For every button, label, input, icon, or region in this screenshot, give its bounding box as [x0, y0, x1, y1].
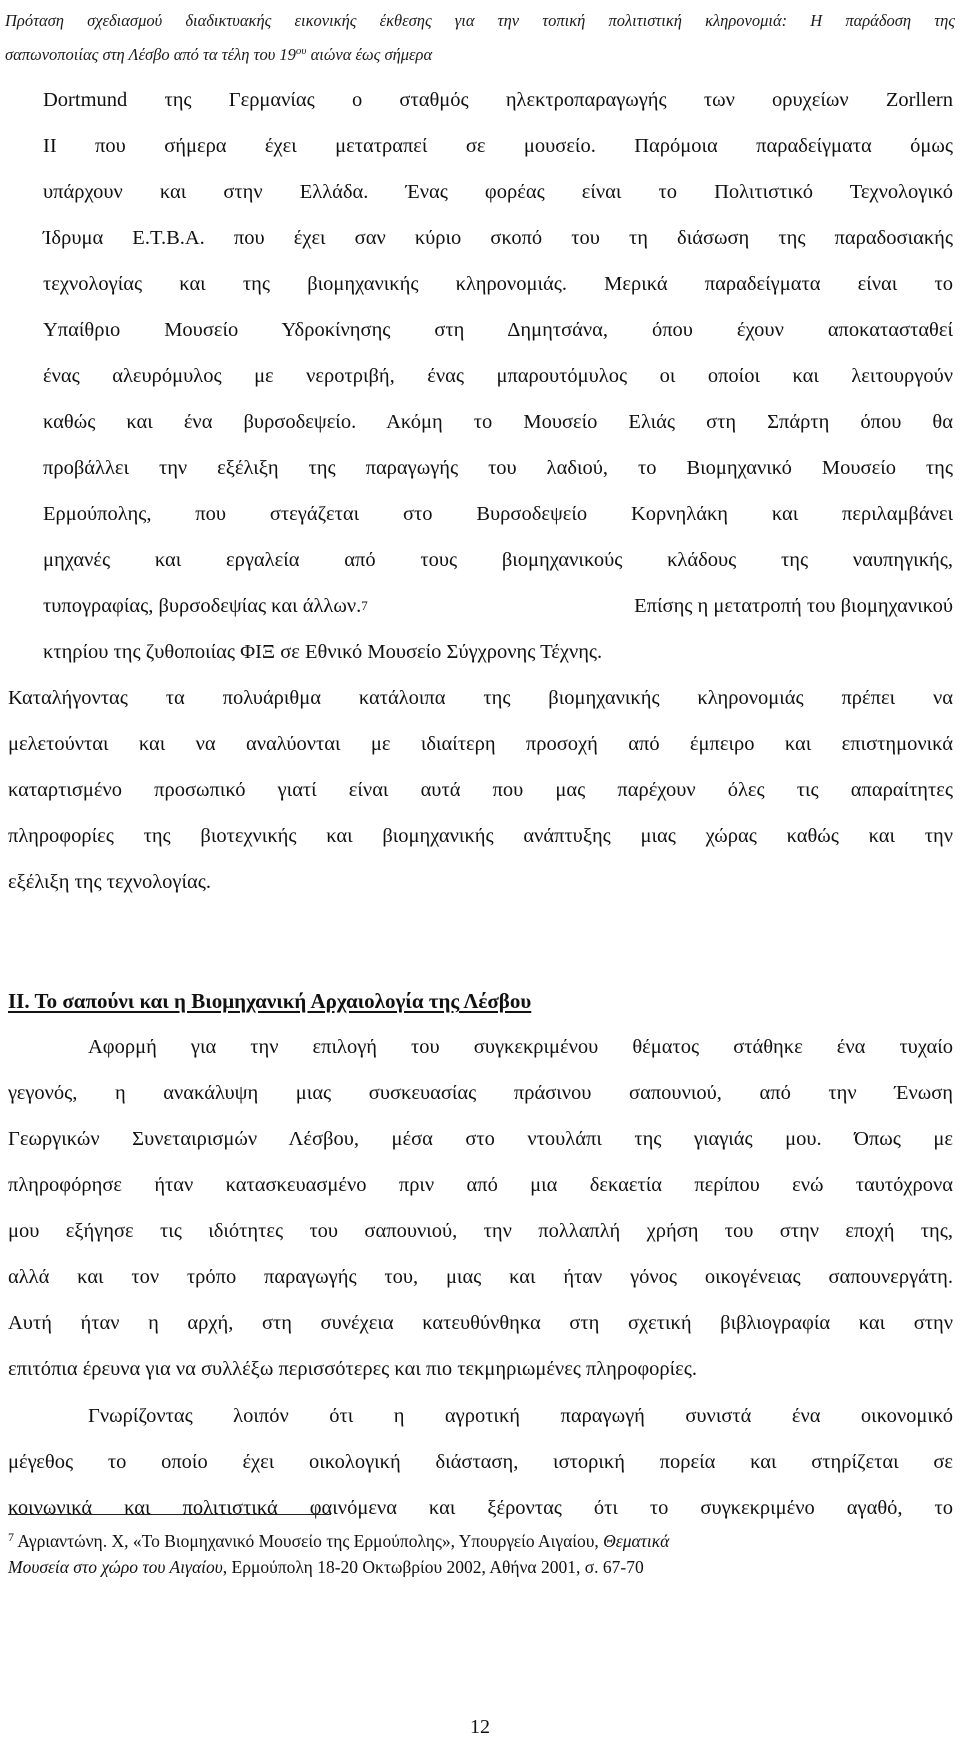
text-line: καθώς και ένα βυρσοδεψείο. Ακόμη το Μουσείο Ελιάς στη Σπάρτη όπου θα — [43, 411, 953, 433]
text-line: II που σήμερα έχει μετατραπεί σε μουσείο. Παρόμοια παραδείγματα όμως — [43, 135, 953, 157]
paragraph-3 — [8, 1024, 953, 1392]
header-line-2-end: αιώνα έως σήμερα — [306, 45, 433, 64]
text-line: πληροφόρησε ήταν κατασκευασμένο πριν από μια δεκαετία περίπου ενώ ταυτόχρονα — [8, 1174, 953, 1196]
text-line: πληροφορίες της βιοτεχνικής και βιομηχανικής ανάπτυξης μιας χώρας καθώς και την — [8, 825, 953, 847]
text-line: μέγεθος το οποίο έχει οικολογική διάσταση, ιστορική πορεία και στηρίζεται σε — [8, 1451, 953, 1473]
footnote-italic-title-cont: Μουσεία στο χώρο του Αιγαίου — [8, 1557, 223, 1577]
text-line: Αφορμή για την επιλογή του συγκεκριμένου θέματος στάθηκε ένα τυχαίο — [88, 1036, 953, 1058]
running-header — [5, 6, 955, 70]
text-line: προβάλλει την εξέλιξη της παραγωγής του λαδιού, το Βιομηχανικό Μουσείο της — [43, 457, 953, 479]
page-number: 12 — [470, 1716, 490, 1738]
text-line: μου εξήγησε τις ιδιότητες του σαπουνιού, την πολλαπλή χρήση του στην εποχή της, — [8, 1220, 953, 1242]
header-line-1: Πρόταση σχεδιασμού διαδικτυακής εικονικής έκθεσης για την τοπική πολιτιστική κληρονομιά: Η παράδοση της — [5, 11, 955, 30]
text-line: ένας αλευρόμυλος με νεροτριβή, ένας μπαρουτόμυλος οι οποίοι και λειτουργούν — [43, 365, 953, 387]
text-fragment: τυπογραφίας, βυρσοδεψίας και άλλων. — [43, 595, 362, 617]
text-line: κοινωνικά και πολιτιστικά φαινόμενα και ξέροντας ότι το συγκεκριμένο αγαθό, το — [8, 1497, 953, 1519]
footnote-ref: 7 — [361, 598, 368, 613]
text-line: μελετούνται και να αναλύονται με ιδιαίτερη προσοχή από έμπειρο και επιστημονικά — [8, 733, 953, 755]
text-line: Dortmund της Γερμανίας ο σταθμός ηλεκτροπαραγωγής των ορυχείων Zorllern — [43, 89, 953, 111]
text-line: Καταλήγοντας τα πολυάριθμα κατάλοιπα της βιομηχανικής κληρονομιάς πρέπει να — [8, 687, 953, 709]
text-line: Ερμούπολης, που στεγάζεται στο Βυρσοδεψείο Κορνηλάκη και περιλαμβάνει — [43, 503, 953, 525]
text-line: Αυτή ήταν η αρχή, στη συνέχεια κατευθύνθηκα στη σχετική βιβλιογραφία και στην — [8, 1312, 953, 1334]
footnote-text-end: , Ερμούπολη 18-20 Οκτωβρίου 2002, Αθήνα 2001, σ. 67-70 — [222, 1557, 644, 1577]
text-line: Υπαίθριο Μουσείο Υδροκίνησης στη Δημητσάνα, όπου έχουν αποκατασταθεί — [43, 319, 953, 341]
footnote-text: Αγριαντώνη. Χ, «Το Βιομηχανικό Μουσείο της Ερμούπολης», Υπουργείο Αιγαίου, — [14, 1531, 604, 1551]
section-heading — [8, 978, 531, 1024]
footnote-italic-title: Θεματικά — [603, 1531, 670, 1551]
text-line: υπάρχουν και στην Ελλάδα. Ένας φορέας είναι το Πολιτιστικό Τεχνολογικό — [43, 181, 953, 203]
indented-block — [43, 77, 953, 675]
text-line: Γεωργικών Συνεταιρισμών Λέσβου, μέσα στο ντουλάπι της γιαγιάς μου. Όπως με — [8, 1128, 953, 1150]
text-line: εξέλιξη της τεχνολογίας. — [8, 871, 211, 893]
header-line-2-text: σαπωνοποιίας στη Λέσβο από τα τέλη του 19 — [5, 45, 296, 64]
text-line: κτηρίου της ζυθοποιίας ΦΙΞ σε Εθνικό Μουσείο Σύγχρονης Τέχνης. — [43, 641, 603, 663]
text-fragment: Επίσης η μετατροπή του βιομηχανικού — [623, 595, 953, 617]
header-superscript: ου — [295, 45, 307, 57]
text-line: Ίδρυμα Ε.Τ.Β.Α. που έχει σαν κύριο σκοπό του τη διάσωση της παραδοσιακής — [43, 227, 953, 249]
text-line: γεγονός, η ανακάλυψη μιας συσκευασίας πράσινου σαπουνιού, από την Ένωση — [8, 1082, 953, 1104]
text-line: τεχνολογίας και της βιομηχανικής κληρονομιάς. Μερικά παραδείγματα είναι το — [43, 273, 953, 295]
paragraph-4 — [8, 1393, 953, 1531]
paragraph-2 — [8, 675, 953, 905]
footnote-separator — [8, 1514, 331, 1515]
text-line: καταρτισμένο προσωπικό γιατί είναι αυτά που μας παρέχουν όλες τις απαραίτητες — [8, 779, 953, 801]
section-heading-text: ΙΙ. Το σαπούνι και η Βιομηχανική Αρχαιολογία της Λέσβου — [8, 989, 532, 1013]
footnote-number: 7 — [8, 1530, 14, 1544]
text-line-with-footnote-ref — [43, 583, 953, 629]
text-line: αλλά και τον τρόπο παραγωγής του, μιας και ήταν γόνος οικογένειας σαπουνεργάτη. — [8, 1266, 953, 1288]
footnote — [8, 1524, 953, 1580]
text-line: επιτόπια έρευνα για να συλλέξω περισσότερες και πιο τεκμηριωμένες πληροφορίες. — [8, 1358, 698, 1380]
text-line: μηχανές και εργαλεία από τους βιομηχανικούς κλάδους της ναυπηγικής, — [43, 549, 953, 571]
text-line: Γνωρίζοντας λοιπόν ότι η αγροτική παραγωγή συνιστά ένα οικονομικό — [88, 1405, 953, 1427]
header-line-2 — [5, 36, 955, 70]
